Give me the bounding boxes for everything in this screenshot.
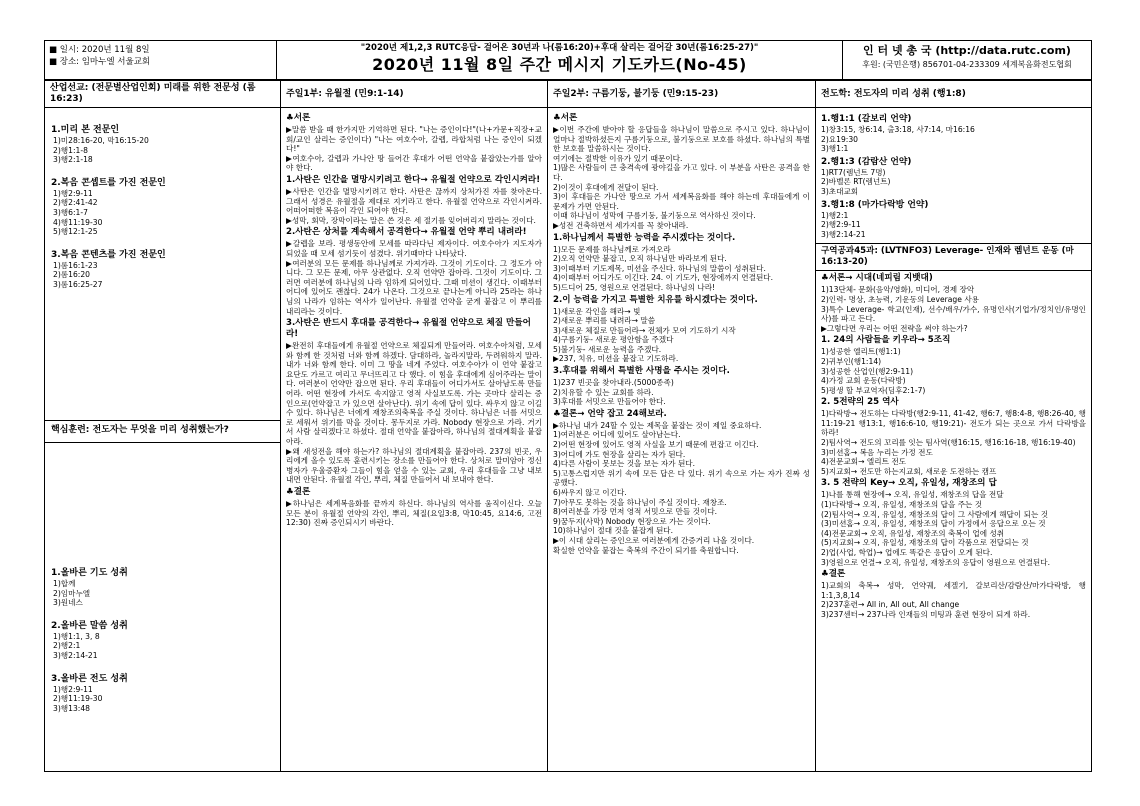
- list-item: 1)행2:9-11: [53, 188, 93, 198]
- paragraph: ▶그렇다면 우리는 어떤 전략을 써야 하는가?: [821, 323, 968, 333]
- list-item: 3)행2:1-18: [53, 155, 93, 165]
- paragraph: 2)치유할 수 있는 교회를 하라.: [553, 387, 654, 397]
- paragraph: 여기에는 절박한 이유가 있기 때문이다.: [553, 153, 683, 163]
- section-heading: 1.하나님께서 특별한 능력을 주시겠다는 것이다.: [553, 232, 736, 243]
- list-item: 3)원네스: [53, 598, 83, 608]
- list-item: 1)행1:1, 3, 8: [53, 631, 100, 641]
- paragraph: 2)이것이 후대에게 전달이 된다.: [553, 182, 659, 192]
- paragraph: 2)귀부인(행1:14): [821, 356, 882, 366]
- list-item: 2)임마누엘: [53, 588, 91, 598]
- section-heading: 1.행1:1 (갈보리 언약): [821, 114, 912, 124]
- paragraph: 1)다락방→ 전도하는 다락방(행2:9-11, 41-42, 행6:7, 행8:4-8, 행8:26-40, 행11:19-21 행13:1, 행16:6-10, 행19:21)- 전도가 되는 곳으로 가서 다락방을 하라!: [821, 409, 1086, 438]
- paragraph: 3)후대를 서밋으로 만들어야 한다.: [553, 397, 666, 407]
- paragraph: 3)새로운 체질로 만들어라→ 전체가 모여 기도하기 시작: [553, 325, 736, 335]
- place-line: ■ 장소: 임마누엘 서울교회: [49, 57, 151, 67]
- paragraph: 1)성공한 엘리트(행1:1): [821, 347, 901, 357]
- section-heading: 2.사탄은 상처를 계속해서 공격한다→ 유월절 언약 뿌리 내려라!: [286, 227, 527, 238]
- paragraph: 3)이때부터 기도제목, 미션을 주신다. 하나님의 말씀이 성취된다.: [553, 263, 766, 273]
- group-title: 1.미리 본 전문인: [51, 125, 120, 135]
- column-sunday-service-1: [281, 81, 548, 771]
- header-center: [277, 41, 843, 79]
- group-title: 2.올바른 말씀 성취: [51, 620, 128, 631]
- list-item: 2)행2:1: [53, 641, 81, 651]
- paragraph: ▶237, 치유, 미션을 붙잡고 기도하라.: [553, 354, 679, 364]
- column4-title: 전도학: 전도자의 미리 성취 (행1:8): [816, 81, 1091, 108]
- paragraph: (1)다락방→ 오직, 유일성, 재창조의 답을 주는 것: [821, 500, 983, 510]
- group-title: 2.복음 콘셉트를 가진 전문인: [51, 177, 166, 188]
- section-heading: 2.이 능력을 가지고 특별한 치유를 하시겠다는 것이다.: [553, 294, 758, 305]
- sermon2-body: [548, 108, 815, 558]
- page-title: 2020년 11월 8일 주간 메시지 기도카드(No-45): [372, 55, 747, 74]
- section-heading: ♣결론: [821, 569, 846, 580]
- section-heading: 2.행1:3 (감람산 언약): [821, 156, 912, 167]
- list-item: 1)행2:9-11: [53, 684, 93, 694]
- paragraph: 3)이 후대들은 가나안 땅으로 가서 세계복음화를 해야 하는데 후대들에게 이 문제가 가면 안된다.: [553, 192, 810, 211]
- list-item: 3)행2:14-21: [53, 650, 98, 660]
- paragraph: 5)고통스럽지만 위기 속에 모든 답은 다 있다. 위기 속으로 가는 자가 진짜 성공했다.: [553, 468, 810, 488]
- paragraph: 1)교회의 축복→ 성막, 언약궤, 세겔기, 갈보리산/감람산/마가다락방, 행1:1,3,8,14: [821, 581, 1086, 600]
- list-item: 2)롬16:20: [53, 270, 91, 280]
- paragraph: 2)어떤 현장에 있어도 영적 사실을 보기 때문에 편잡고 이긴다.: [553, 440, 759, 450]
- paragraph: 2)새로운 뿌리를 내려라→ 말씀: [553, 316, 656, 326]
- paragraph: 3)어디에 가도 현장을 살리는 자가 된다.: [553, 449, 686, 459]
- column-sunday-service-2: [548, 81, 816, 771]
- group-title: 3.복음 콘텐츠를 가진 전문인: [51, 249, 166, 260]
- paragraph: ▶여러분의 모든 문제를 하나님께로 가져가라. 그것이 기도이다. 그 정도가 아니다. 그 모든 문제, 아무 상관없다. 오직 언약만 잡아라. 그것이 기도이다. 그러면 여러분에 하나님의 나라 임하게 되어있다. 그때 미션이 생긴다. 이때부터 어디에 있어도 괜찮다. 24가 나온다. 그것으로 끝나는게 아니라 25라는 하나님의 나라가 임하는 역사가 일어난다. 유월절 언약을 굳게 붙잡고 이 뿌리를 내리라는 것이다.: [286, 258, 542, 316]
- paragraph: (2)팀사역→ 오직, 유일성, 재창조의 답이 그 사람에게 해답이 되는 것: [821, 509, 1049, 519]
- cell-lesson-title: 구역공과45과: (LVTNFO3) Leverage- 인재와 렘넌트 운동 (마16:13-20): [816, 243, 1091, 271]
- paragraph: 3)성공한 산업인(행2:9-11): [821, 366, 914, 376]
- industrial-mission-section: [45, 108, 280, 421]
- paragraph: ▶하나님은 세계복음화를 끝까지 하신다. 하나님의 역사를 움직이신다. 오늘 모든 분이 유월절 언약의 각인, 뿌리, 체질(요일3:8, 막10:45, 요14:6, 고전12:30) 진짜 증인되시기 바란다.: [286, 499, 542, 528]
- list-item: 2)행11:19-30: [53, 694, 103, 704]
- paragraph: 8)여러분을 가장 먼저 영적 서밋으로 만들 것이다.: [553, 507, 718, 517]
- sermon1-body: [281, 108, 547, 531]
- paragraph: 2)업(사업, 학업)→ 업에도 똑같은 응답이 오게 된다.: [821, 548, 993, 557]
- paragraph: 1)237 빈곳을 찾아내라.(5000종족): [553, 378, 674, 388]
- header-info: [45, 41, 277, 79]
- list-item: 3)행6:1-7: [53, 207, 88, 217]
- header: [44, 40, 1092, 80]
- paragraph: 9)꿈두지(사막) Nobody 현장으로 가는 것이다.: [553, 516, 711, 526]
- paragraph: 1)행2:1: [821, 210, 849, 220]
- column1-title: 산업선교: (전문별산업인회) 미래를 위한 전문성 (롬16:23): [45, 81, 280, 108]
- paragraph: 이때 하나님이 성막에 구름기둥, 불기둥으로 역사하신 것이다.: [553, 211, 756, 221]
- paragraph: 3)237센터→ 237나라 인재들의 미팅과 훈련 현장이 되게 하라.: [821, 609, 1031, 619]
- section-heading: 3. 5 전략의 Key→ 오직, 유일성, 재창조의 답: [821, 478, 997, 489]
- spacer: [51, 447, 274, 555]
- paragraph: 3)행1:1: [821, 144, 849, 154]
- paragraph: 1)모든 문제를 하나님께로 가져오라: [553, 244, 671, 254]
- paragraph: 2)바벨론 RT(렘넌트): [821, 177, 891, 187]
- section-heading: ♣서론→ 시대(네피림 지뱃대): [821, 273, 933, 284]
- list-item: 1)롬16:1-23: [53, 260, 98, 270]
- paragraph: 6)싸우지 않고 이긴다.: [553, 488, 627, 497]
- paragraph: ▶하나님 내가 24할 수 있는 제목을 붙잡는 것이 제일 중요하다.: [553, 420, 762, 430]
- list-item: 5)행12:1-25: [53, 227, 98, 237]
- section-heading: 3.후대를 위해서 특별한 사명을 주시는 것이다.: [553, 366, 730, 377]
- paragraph: 2)행2:9-11: [821, 220, 861, 230]
- section-heading: 1. 24의 사람들을 키우라→ 5조직: [821, 335, 951, 346]
- paragraph: 1)창3:15, 창6:14, 출3:18, 사7:14, 마16:16: [821, 125, 975, 134]
- group-title: 3.올바른 전도 성취: [51, 673, 128, 684]
- paragraph: ▶성막, 회막, 장막이라는 말은 쓴 것은 세 절기를 잊어버리지 말라는 것이다.: [286, 215, 536, 225]
- section-heading: 1.사탄은 인간을 멸망시키려고 한다→ 유월절 언약으로 각인시켜라!: [286, 174, 541, 185]
- evangelism-body: [816, 108, 1091, 623]
- paragraph: 1)13단체- 문화(음악/영화), 미디어, 경제 장악: [821, 285, 975, 295]
- paragraph: 3)행2:14-21: [821, 229, 866, 239]
- paragraph: ▶갈렙을 보라. 평생동안에 모세를 따라다닌 제자이다. 여호수아가 지도자가 되었을 때 모세 섬기듯이 섬겼다. 위기때마다 나타났다.: [286, 239, 542, 258]
- paragraph: 4)전문교회→ 엘리트 전도: [821, 457, 907, 467]
- content-grid: [44, 80, 1092, 772]
- paragraph: 3)영원으로 연결→ 오직, 유일성, 재창조의 응답이 영원으로 연결된다.: [821, 557, 1051, 567]
- paragraph: 3)미션홈→ 복음 누리는 가정 전도: [821, 447, 933, 457]
- paragraph: 5)평생 할 부교역자(딤후2:1-7): [821, 385, 926, 395]
- paragraph: 3)초대교회: [821, 186, 859, 196]
- list-item: 4)행11:19-30: [53, 217, 103, 227]
- paragraph: 확실한 언약을 붙잡는 축복의 주간이 되기를 축원합니다.: [553, 545, 739, 555]
- paragraph: ▶사탄은 인간을 멸망시키려고 한다. 사탄은 끊까지 상처가진 자를 찾아온다. 그래서 성경은 유월절을 제대로 지키라고 한다. 유월절 언약으로 각인시켜라. 어떠어떠한 복음이 각인 되어야 한다.: [286, 186, 542, 216]
- core-training-section: [45, 443, 280, 771]
- paragraph: 2)요19:30: [821, 134, 859, 144]
- paragraph: 10)하나님이 절대 것을 붙잡게 된다.: [553, 526, 674, 536]
- paragraph: ▶완전히 후대들에게 유월절 언약으로 체질되게 만들어라. 여호수아처럼, 모세와 함께 한 것처럼 너와 함께 하겠다. 담대하라, 놀라지말라, 두려워하지 말라. 내가 너와 함께 한다. 이미 그 땅을 네게 주었다. 여호수아가 이 언약 붙잡고 요단도 가르고 여리고 무너뜨리고 다 했다. 이 힘을 후대에게 심어주라는 말이다. 여러분이 언약만 잡으면 된다. 우리 후대들이 어디가서도 살아남도록 만들어라. 어떤 현장에 가서도 속지않고 영적 사실보도록. 가는 곳마다 살리는 증인으로(언약잡고 가 있으면 살아난다). 위기 속에 답이 있다. 싸우지 않고 이길 수 있다. 하나님은 너에게 재창조의축복을 주실 것이다. 하나님은 너를 서밋으로 세워서 위기를 막을 것이다. 몽두지로 가라. Nobody 현장으로 가라. 거기서 사람 살리겠다고 하셨다. 절대 언약을 붙잡아라, 하나님의 절대계획을 붙잡아라.: [286, 341, 542, 447]
- section-heading: 3.행1:8 (마가다락방 언약): [821, 199, 929, 210]
- paragraph: (5)지교회→ 오직, 유일성, 재창조의 답이 각품으로 전달되는 것: [821, 538, 1029, 548]
- paragraph: 4)구름기둥- 새로운 평안함을 주겠다: [553, 335, 674, 345]
- paragraph: 4)가정 교회 운동(다락방): [821, 376, 906, 386]
- paragraph: 2)오직 언약만 붙잡고, 오직 하나님만 바라보게 된다.: [553, 254, 727, 264]
- header-right: [843, 41, 1091, 79]
- paragraph: 1)여러분은 어디에 있어도 살아남는다.: [553, 430, 681, 440]
- section-heading: ♣서론: [553, 113, 578, 123]
- list-item: 3)행13:48: [53, 703, 91, 713]
- paragraph: 2)팀사역→ 전도의 꼬리를 잇는 팀사역(행16:15, 행16:16-18, 행16:19-40): [821, 438, 1076, 448]
- column2-title: 주일1부: 유월절 (민9:1-14): [281, 81, 547, 108]
- list-item: 3)롬16:25-27: [53, 279, 103, 289]
- paragraph: 1)RT7(렘넌트 7명): [821, 167, 886, 177]
- paragraph: 7)아무도 못하는 것을 하나님이 주실 것이다. 재창조.: [553, 497, 727, 507]
- paragraph: ▶이번 주간에 받아야 할 응답들을 하나님이 말씀으로 주시고 있다. 하나님이 얼마나 절박하셨든지 구름기둥으로, 불기둥으로 보호를 하셨다. 하나님의 특별한 보호를 말씀하시는 것이다.: [553, 125, 810, 154]
- header-subtitle: "2020년 제1,2,3 RUTC응답- 걸어온 30년과 나(롬16:20)+후대 살리는 걸어갈 30년(롬16:25-27)": [360, 43, 759, 53]
- paragraph: ▶성전 건축하면서 세가지를 꼭 찾아내라.: [553, 220, 689, 230]
- paragraph: 2)237훈련→ All in, All out, All change: [821, 600, 960, 610]
- paragraph: 4)이때부터 어디가도 이긴다. 24. 이 기도가, 현장에까지 연결된다.: [553, 273, 774, 283]
- section-heading: 2. 5전략의 25 역사: [821, 397, 899, 408]
- paragraph: ▶여호수아, 갈렙과 가나안 땅 들어간 후대가 어떤 언약을 붙잡았는가를 알아야 한다.: [286, 153, 542, 173]
- paragraph: ▶이 시대 살리는 증인으로 여러분에게 간증거리 나올 것이다.: [553, 535, 755, 545]
- date-line: ■ 일시: 2020년 11월 8일: [49, 45, 150, 55]
- section-heading: 3.사탄은 반드시 후대를 공격한다→ 유월절 언약으로 체질 만들어라!: [286, 318, 531, 340]
- list-item: 1)합께: [53, 579, 76, 588]
- paragraph: ▶왜 새성전을 해야 하는가? 하나님의 절대계획을 붙잡아라. 237의 빈곳, 우리에게 올수 있도록 훈련시키는 장소를 만들어야 한다. 상처로 말미암아 정신병자가 우울증환자 그들이 힘을 얻을 수 있는 교회, 우리 후대들을 그냥 내보내면 안된다. 유월절 각인, 뿌리, 체질 만들어서 내 보내야 한다.: [286, 446, 542, 485]
- paragraph: (4)전문교회→ 오직, 유일성, 재창조의 축복이 업에 성취: [821, 528, 1005, 538]
- support-account: 후원: (국민은행) 856701-04-233309 세계복음화전도협회: [862, 60, 1072, 69]
- section-heading: ♣서론: [286, 113, 311, 123]
- core-training-title: 핵심훈련: 전도자는 무엇을 미리 성취했는가?: [45, 421, 280, 443]
- list-item: 2)행1:1-8: [53, 145, 88, 155]
- group-title: 1.올바른 기도 성취: [51, 568, 128, 578]
- column-industrial-mission: [45, 81, 281, 771]
- paragraph: 1)새로운 각인을 해라→ 빛: [553, 306, 641, 316]
- paragraph: 2)인력- 명상, 초능력, 기운동의 Leverage 사용: [821, 294, 979, 304]
- website-link[interactable]: 인 터 넷 총 국 (http://data.rutc.com): [863, 44, 1071, 57]
- paragraph: (3)미션홈→ 오직, 유일성, 재창조의 답이 가정에서 응답으로 오는 것: [821, 519, 1046, 529]
- list-item: 2)행2:41-42: [53, 198, 98, 208]
- section-heading: ♣결론: [286, 487, 311, 497]
- paragraph: 1)많은 사람들이 큰 충격속에 광야길을 가고 있다. 이 부분을 사탄은 공격을 한다.: [553, 163, 810, 182]
- paragraph: 5)드디어 25, 영원으로 연결된다. 하나님의 나라!: [553, 282, 716, 292]
- list-item: 1)미28:16-20, 막16:15-20: [53, 136, 149, 145]
- column-evangelism: [816, 81, 1091, 771]
- column3-title: 주일2부: 구름기둥, 불기둥 (민9:15-23): [548, 81, 815, 108]
- paragraph: ▶말씀 받을 때 한가지만 기억하면 된다. "나는 증인이다!"(나+가문+직장+교회/교인 살리는 증인이다) "나는 여호수아, 갈렙, 라합처럼 나는 증인이 되겠다!": [286, 125, 542, 154]
- paragraph: 4)다른 사람이 못보는 것을 보는 자가 된다.: [553, 459, 696, 469]
- paragraph: 1)나를 통해 현장에→ 오직, 유일성, 재창조의 답을 전달: [821, 490, 1004, 500]
- paragraph: 5)지교회→ 전도만 하는지교회, 새로운 도전하는 캠프: [821, 466, 997, 476]
- section-heading: ♣결론→ 언약 잡고 24해보라.: [553, 408, 667, 419]
- paragraph: 5)불기둥- 새로운 능력을 주겠다.: [553, 344, 662, 354]
- paragraph: 3)특수 Leverage- 학교(인재), 선수/배우/가수, 유명인사(기업가/정치인/유명인사)를 파고 든다.: [821, 304, 1086, 324]
